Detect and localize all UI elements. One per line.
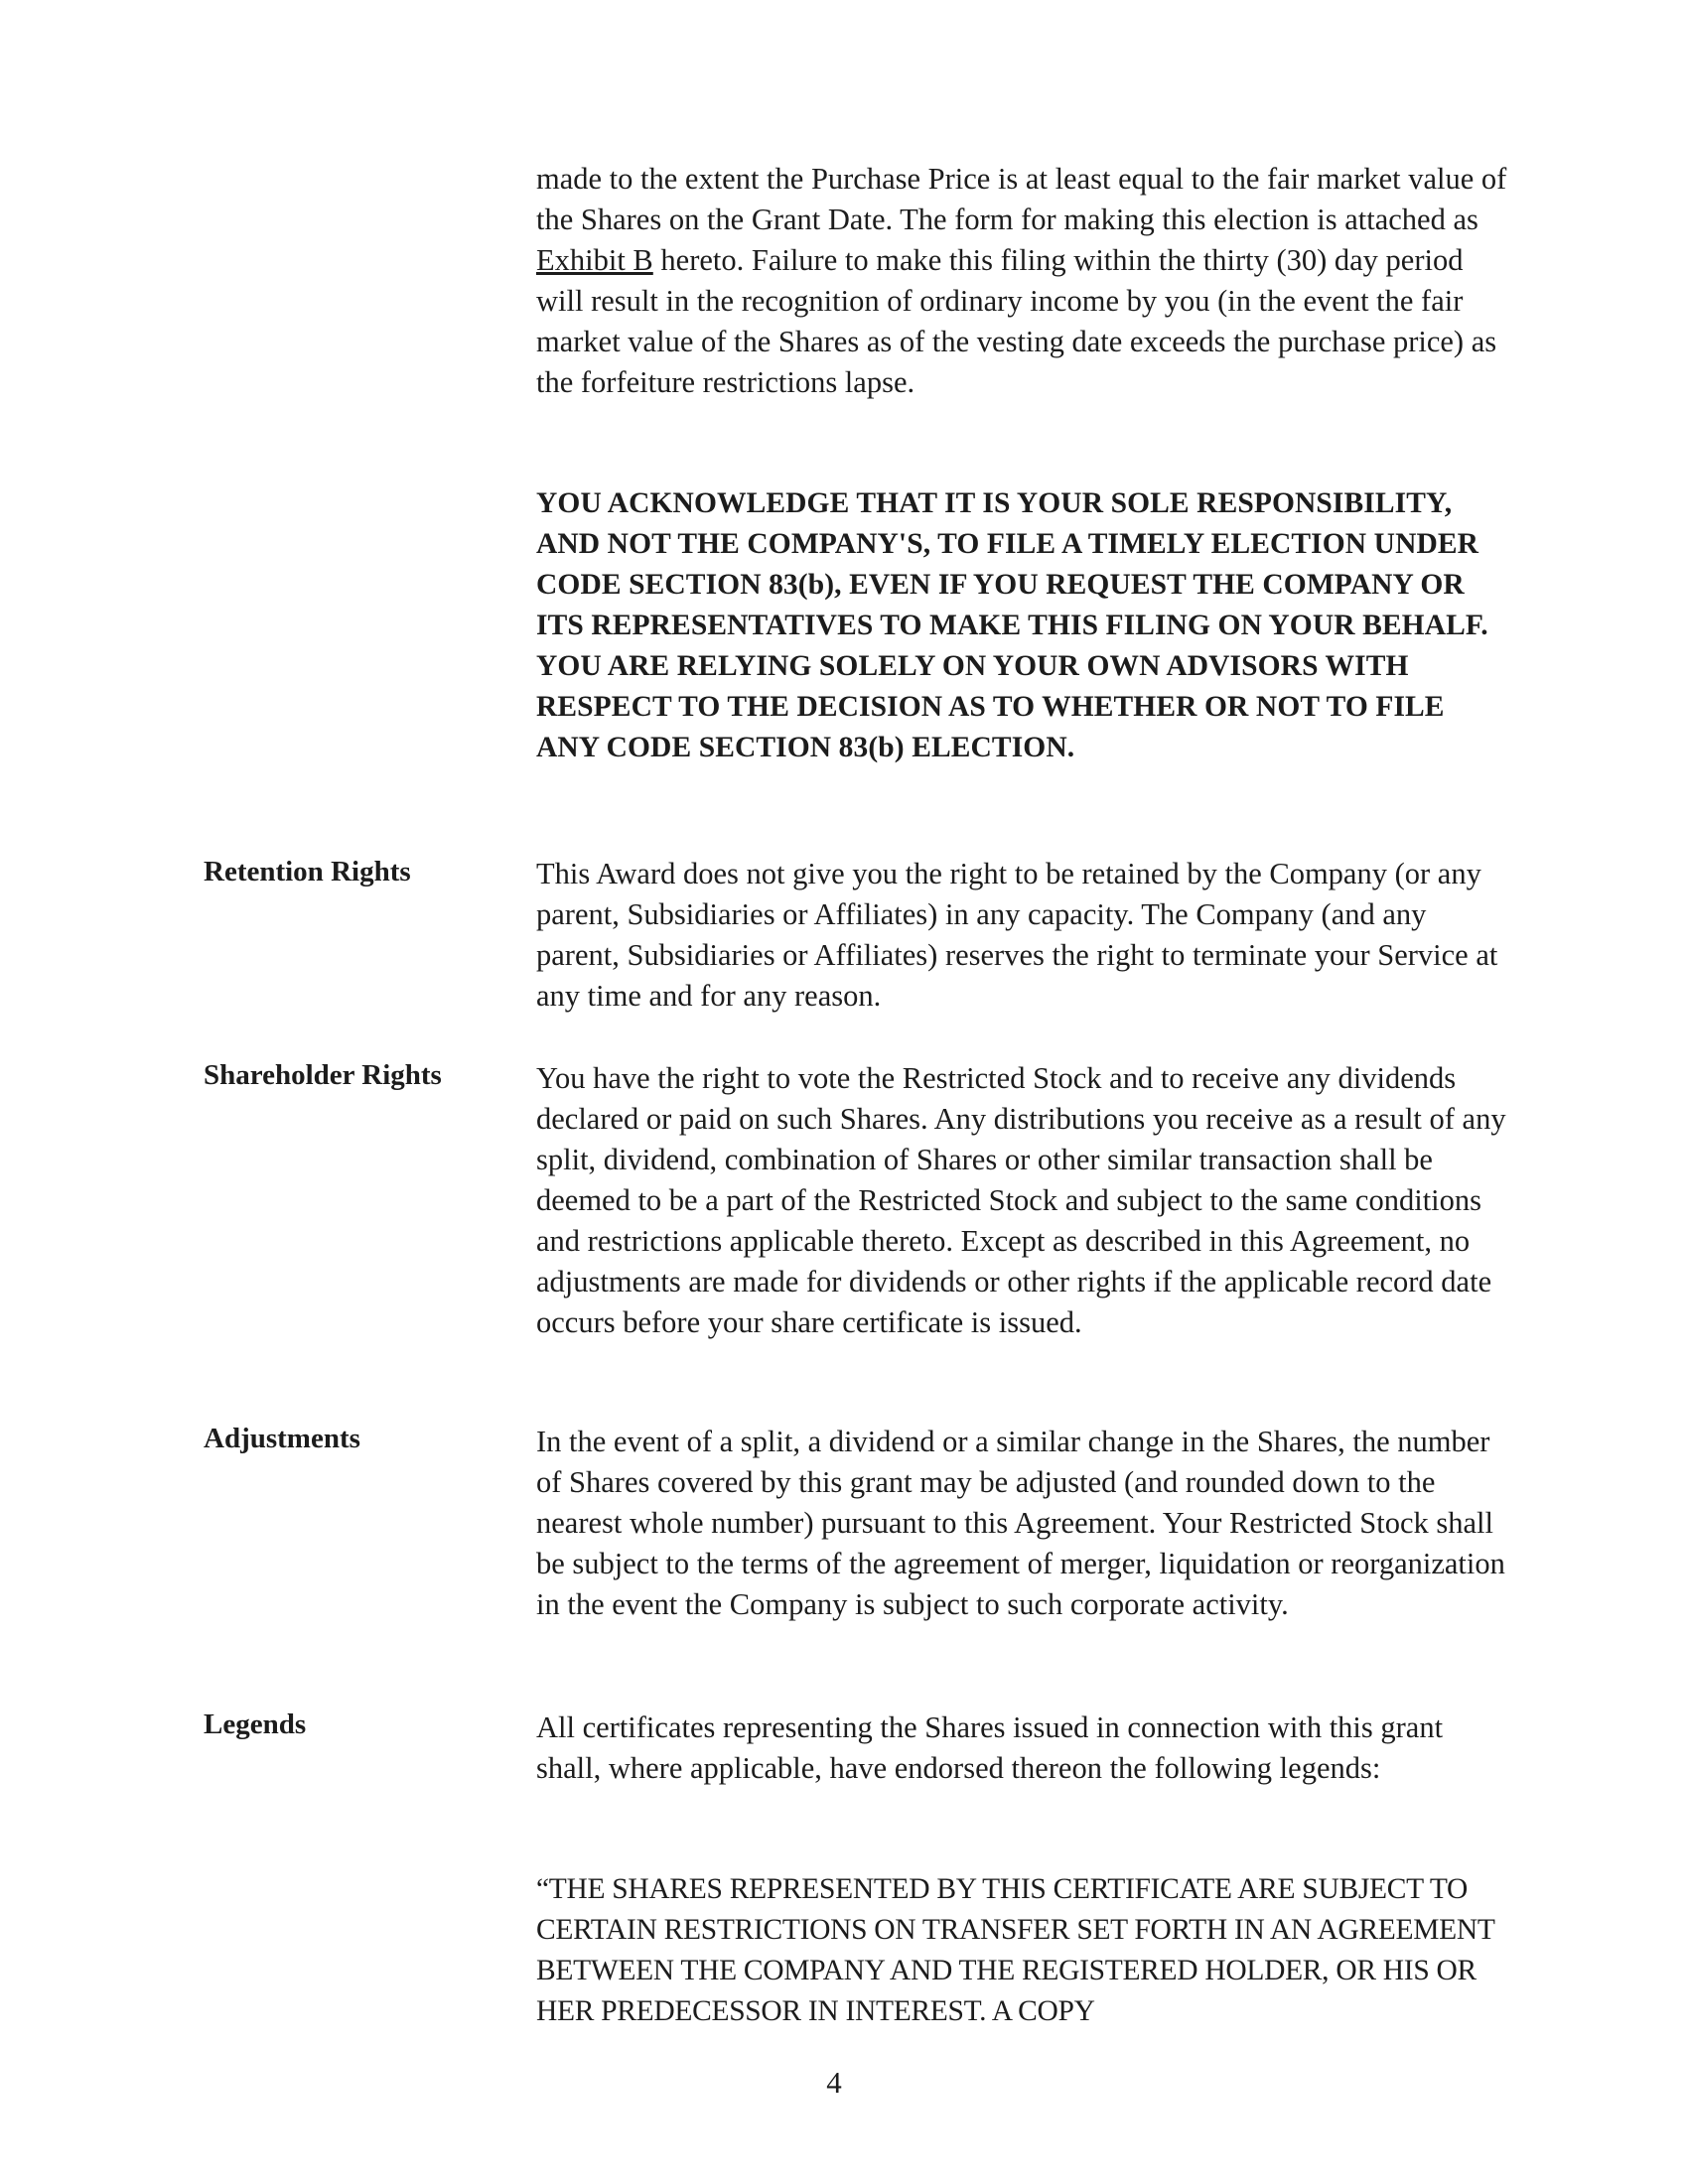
acknowledgement-paragraph: YOU ACKNOWLEDGE THAT IT IS YOUR SOLE RESPONSIBILITY, AND NOT THE COMPANY'S, TO FILE A TIMELY ELECTION UNDER CODE SECTION 83(b), EVEN IF YOU REQUEST THE COMPANY OR ITS REPRESENTATIVES TO MAKE THIS FILING ON YOUR BEHALF. YOU ARE RELYING SOLELY ON YOUR OWN ADVISORS WITH RESPECT TO THE DECISION AS TO WHETHER OR NOT TO FILE ANY CODE SECTION 83(b) ELECTION. [536,487,1488,763]
section-heading-shareholder-rights: Shareholder Rights [204,1059,442,1091]
section-text-legends: All certificates representing the Shares issued in connection with this grant shall, where applicable, have endorsed thereon the following legends: [536,1710,1444,1785]
intro-text-end: hereto. Failure to make this filing within the thirty (30) day period will result in the recognition of ordinary income by you (in the event the fair market value of the Shares as of the vesting date exceeds the purchase price) as the forfeiture restrictions lapse. [536,243,1497,399]
intro-text-start: made to the extent the Purchase Price is at least equal to the fair market value of the Shares on the Grant Date. The form for making this election is attached as [536,162,1507,236]
page-number: 4 [826,2065,842,2100]
section-text-adjustments: In the event of a split, a dividend or a similar change in the Shares, the number of Shares covered by this grant may be adjusted (and rounded down to the nearest whole number) pursuant to this Agreement. Your Restricted Stock shall be subject to the terms of the agreement of merger, liquidation or reorganization in the event the Company is subject to such corporate activity. [536,1425,1505,1621]
intro-paragraph [536,159,1509,403]
section-heading-adjustments: Adjustments [204,1423,360,1454]
section-text-retention-rights: This Award does not give you the right to be retained by the Company (or any parent, Subsidiaries or Affiliates) in any capacity. The Company (and any parent, Subsidiaries or Affiliates) reserves the right to terminate your Service at any time and for any reason. [536,857,1498,1013]
section-heading-legends: Legends [204,1708,307,1740]
legend-quote: “THE SHARES REPRESENTED BY THIS CERTIFICATE ARE SUBJECT TO CERTAIN RESTRICTIONS ON TRANSFER SET FORTH IN AN AGREEMENT BETWEEN THE COMPANY AND THE REGISTERED HOLDER, OR HIS OR HER PREDECESSOR IN INTEREST. A COPY [536,1873,1495,2027]
exhibit-b-link[interactable]: Exhibit B [536,243,653,277]
section-heading-retention-rights: Retention Rights [204,856,411,887]
section-text-shareholder-rights: You have the right to vote the Restricted Stock and to receive any dividends declared or paid on such Shares. Any distributions you receive as a result of any split, dividend, combination of Shares or other similar transaction shall be deemed to be a part of the Restricted Stock and subject to the same conditions and restrictions applicable thereto. Except as described in this Agreement, no adjustments are made for dividends or other rights if the applicable record date occurs before your share certificate is issued. [536,1061,1506,1339]
